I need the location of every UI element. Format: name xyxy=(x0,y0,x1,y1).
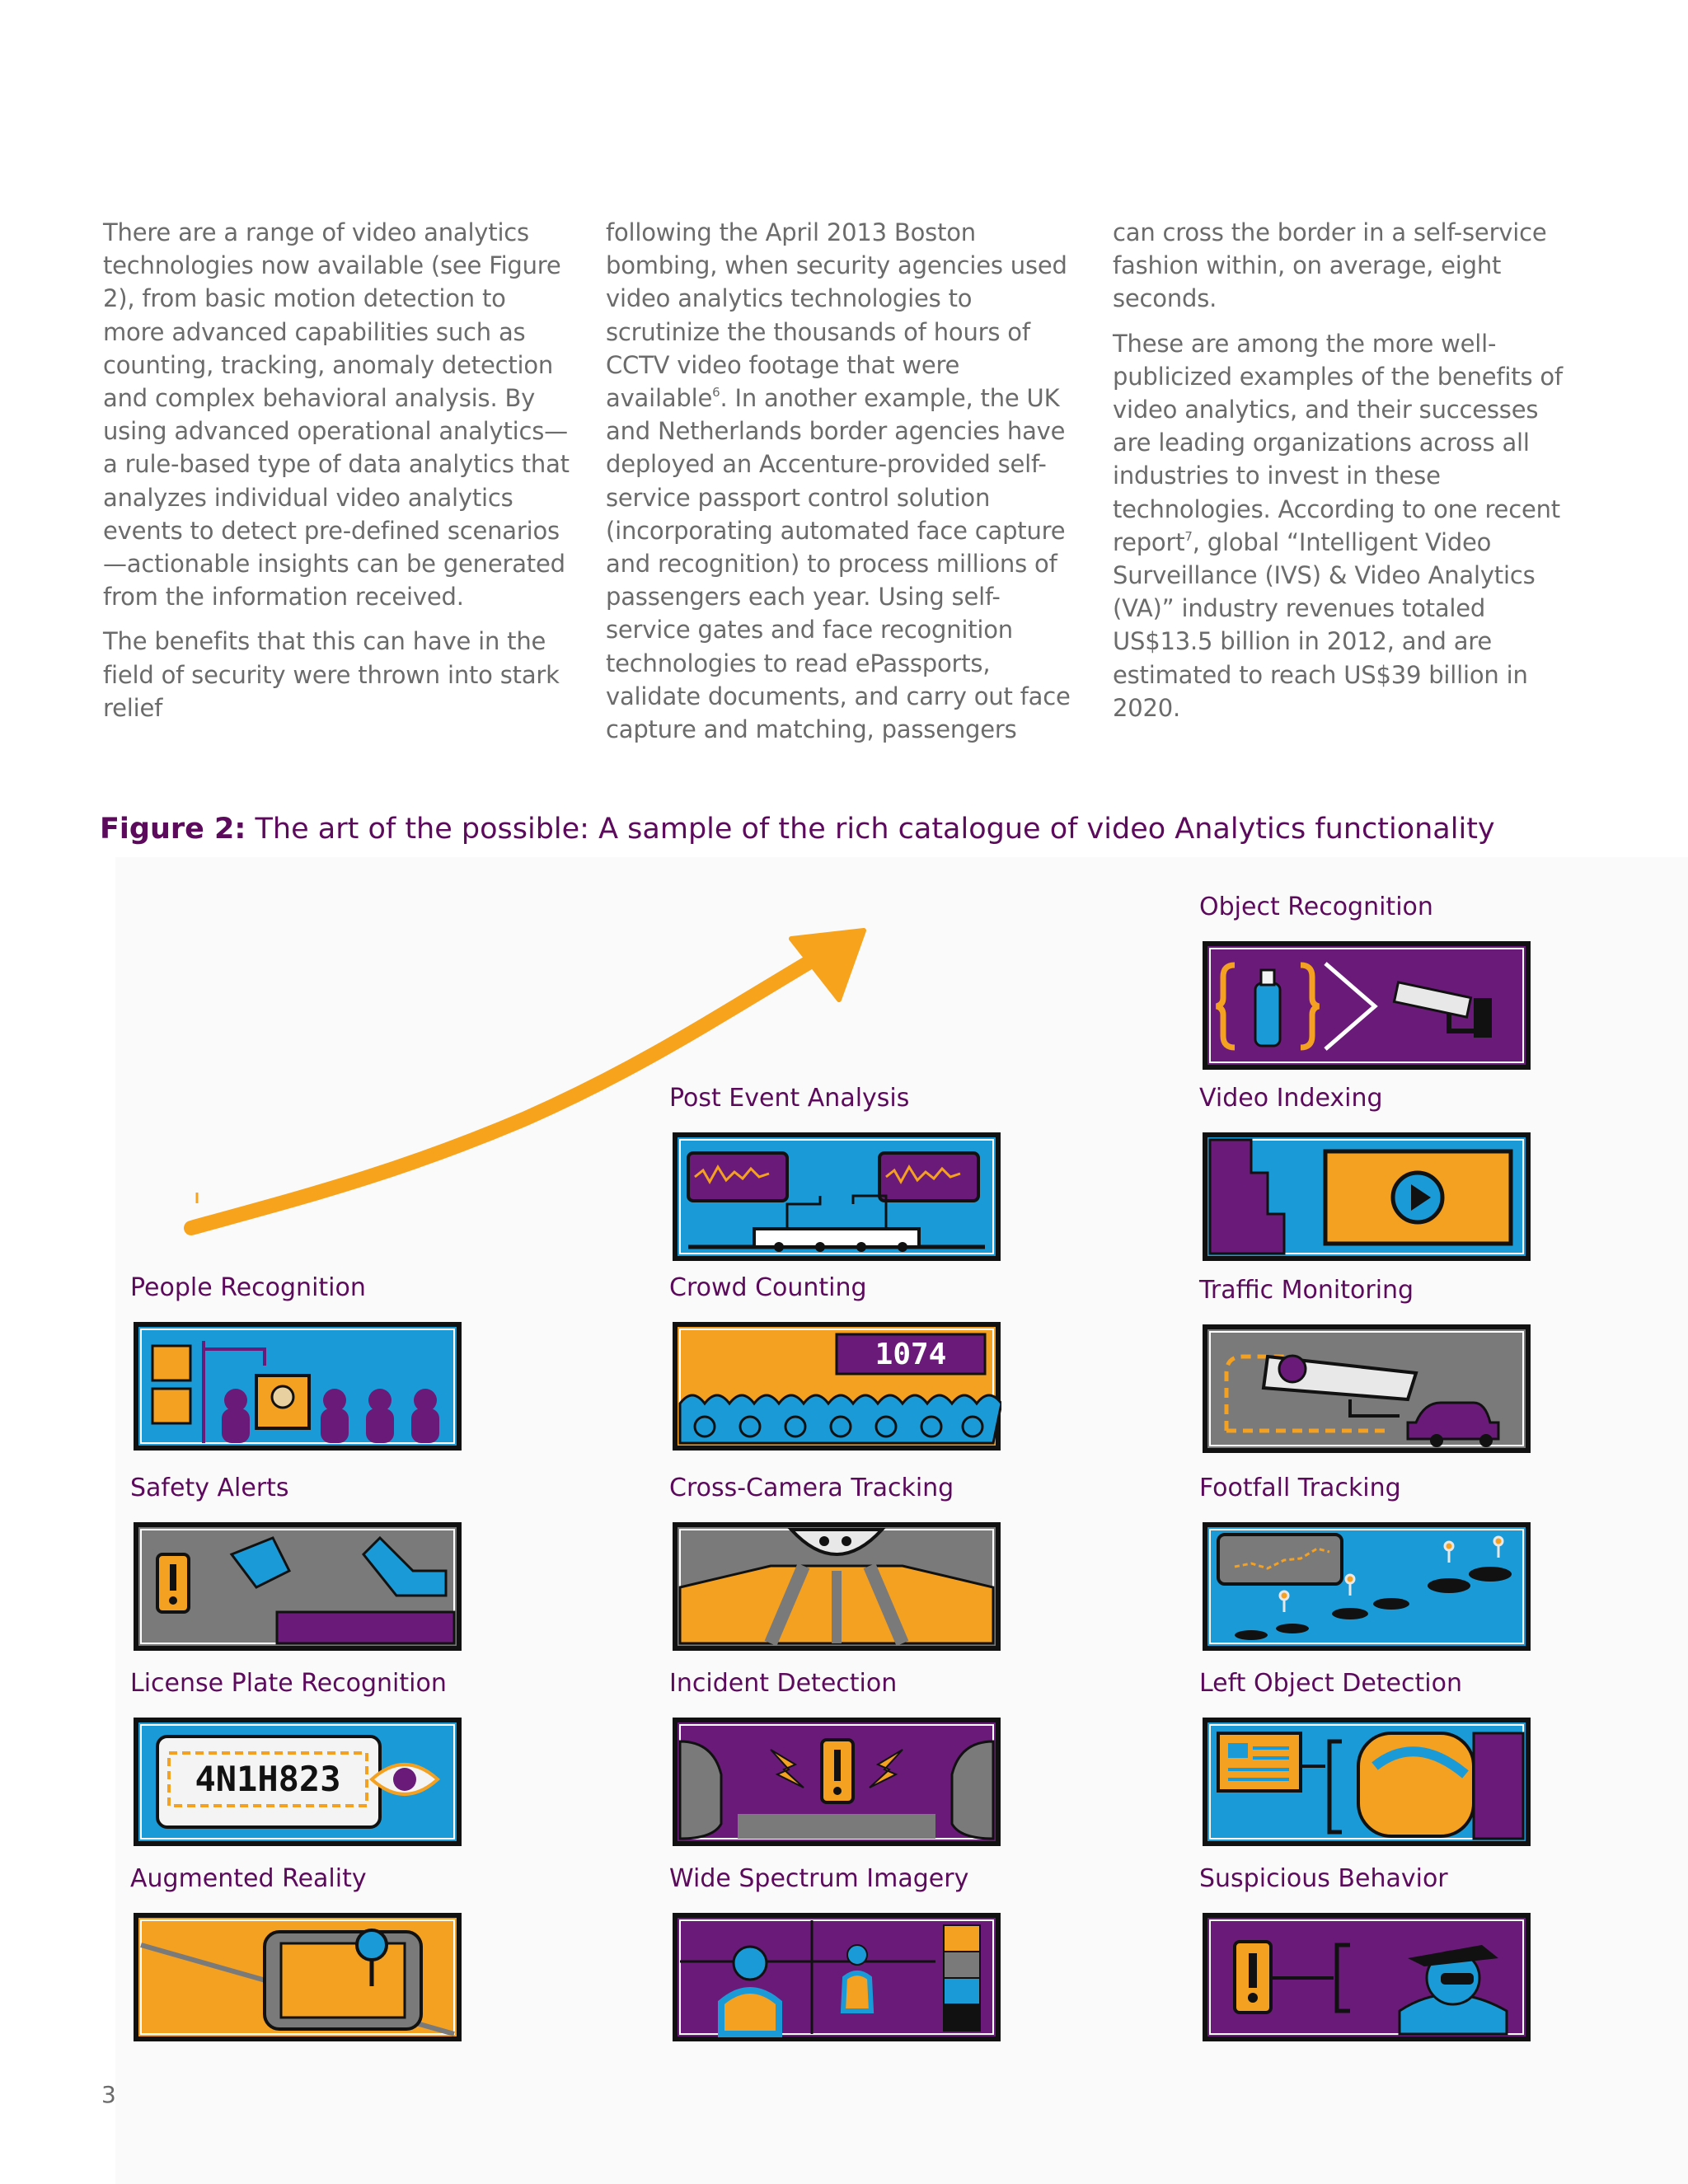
wide-spectrum-imagery-icon xyxy=(672,1912,1001,2042)
paragraph: can cross the border in a self-service fashion within, on average, eight seconds. xyxy=(1113,218,1547,313)
tile-safety-alerts xyxy=(130,1474,468,1655)
license-plate-recognition-icon xyxy=(133,1717,462,1847)
text-run: These are among the more well-publicized examples of the benefits of video analytics, and their successes are leading organizations across all industries to invest in these technologies. According to one recent report xyxy=(1113,329,1563,556)
tile-object-recognition xyxy=(1199,893,1537,1074)
paragraph xyxy=(1113,327,1579,724)
tile-label: Safety Alerts xyxy=(130,1474,289,1502)
tile-post-event-analysis xyxy=(669,1084,1007,1265)
augmented-reality-icon xyxy=(133,1912,462,2042)
paragraph: The benefits that this can have in the field of security were thrown into stark relief xyxy=(103,627,560,722)
crowd-count-display: 1074 xyxy=(874,1338,947,1371)
tile-label: Cross-Camera Tracking xyxy=(669,1474,954,1502)
text-column-3 xyxy=(1113,216,1579,736)
figure-title xyxy=(100,813,1495,846)
tile-label: People Recognition xyxy=(130,1273,366,1302)
paragraph xyxy=(606,216,1072,746)
footnote-ref-6[interactable]: 6 xyxy=(712,385,720,401)
tile-wide-spectrum-imagery xyxy=(669,1864,1007,2046)
video-indexing-icon xyxy=(1202,1132,1531,1262)
tile-suspicious-behavior xyxy=(1199,1864,1537,2046)
footfall-tracking-icon xyxy=(1202,1521,1531,1652)
tile-video-indexing xyxy=(1199,1084,1537,1265)
text-run: , global “Intelligent Video Surveillance (IVS) & Video Analytics (VA)” industry revenues totaled US$13.5 billion in 2012, and are estimated to reach US$39 billion in 2020. xyxy=(1113,527,1536,722)
tile-label: Suspicious Behavior xyxy=(1199,1864,1448,1893)
tile-label: Video Indexing xyxy=(1199,1084,1383,1113)
safety-alerts-icon xyxy=(133,1521,462,1652)
tile-crowd-counting xyxy=(669,1273,1007,1455)
page-number: 3 xyxy=(101,2081,116,2108)
tile-footfall-tracking xyxy=(1199,1474,1537,1655)
suspicious-behavior-icon xyxy=(1202,1912,1531,2042)
text-run: following the April 2013 Boston bombing, when security agencies used video analytics technologies to scrutinize the thousands of hours of CCTV video footage that were available xyxy=(606,218,1067,413)
incident-detection-icon xyxy=(672,1717,1001,1847)
tile-label: Object Recognition xyxy=(1199,893,1433,921)
figure-label: Figure 2: xyxy=(100,813,246,846)
tile-label: Traffic Monitoring xyxy=(1199,1276,1414,1305)
crowd-counting-icon xyxy=(672,1321,1001,1451)
tile-label: Wide Spectrum Imagery xyxy=(669,1864,969,1893)
object-recognition-icon xyxy=(1202,940,1531,1071)
left-object-detection-icon xyxy=(1202,1717,1531,1847)
tile-cross-camera-tracking xyxy=(669,1474,1007,1655)
tile-label: License Plate Recognition xyxy=(130,1669,447,1698)
license-plate-text: 4N1H823 xyxy=(195,1759,341,1799)
tile-people-recognition xyxy=(130,1273,468,1455)
tile-label: Incident Detection xyxy=(669,1669,898,1698)
paragraph: There are a range of video analytics technologies now available (see Figure 2), from basic motion detection to more advanced capabilities such as counting, tracking, anomaly detection and complex behavioral analysis. By using advanced operational analytics—a rule-based type of data analytics that analyzes individual video analytics events to detect pre-defined scenarios—actionable insights can be generated from the information received. xyxy=(103,218,570,612)
tile-label: Augmented Reality xyxy=(130,1864,367,1893)
tile-label: Crowd Counting xyxy=(669,1273,867,1302)
figure-caption: The art of the possible: A sample of the rich catalogue of video Analytics functionality xyxy=(246,813,1495,846)
tile-left-object-detection xyxy=(1199,1669,1537,1850)
tile-incident-detection xyxy=(669,1669,1007,1850)
tile-augmented-reality xyxy=(130,1864,468,2046)
cross-camera-tracking-icon xyxy=(672,1521,1001,1652)
text-column-2 xyxy=(606,216,1072,757)
tile-label: Post Event Analysis xyxy=(669,1084,910,1113)
footnote-ref-7[interactable]: 7 xyxy=(1184,528,1193,544)
tile-label: Left Object Detection xyxy=(1199,1669,1462,1698)
text-column-1 xyxy=(103,216,570,736)
text-run: . In another example, the UK and Netherlands border agencies have deployed an Accenture-provided self-service passport control solution (incorporating automated face capture and recognition) to process millions of passengers each year. Using self-service gates and face recognition technologies to read ePassports, validate documents, and carry out face capture and matching, passengers xyxy=(606,384,1071,744)
tile-traffic-monitoring xyxy=(1199,1276,1537,1457)
tile-license-plate-recognition xyxy=(130,1669,468,1850)
traffic-monitoring-icon xyxy=(1202,1324,1531,1454)
post-event-analysis-icon xyxy=(672,1132,1001,1262)
tile-label: Footfall Tracking xyxy=(1199,1474,1401,1502)
people-recognition-icon xyxy=(133,1321,462,1451)
